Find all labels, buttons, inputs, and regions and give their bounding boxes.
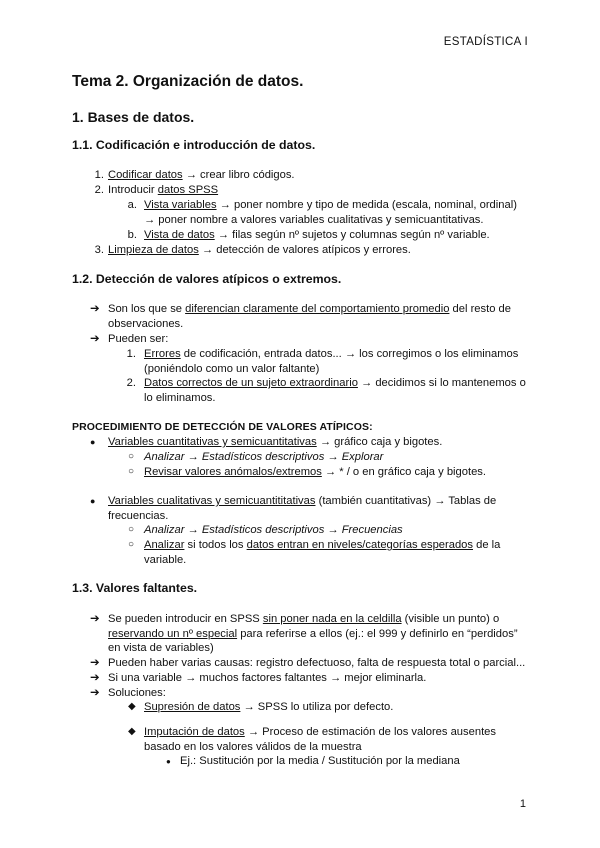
bullet-icon: ● — [90, 437, 96, 447]
list-item: Soluciones: — [108, 687, 166, 699]
list-item-continuation: frecuencias. — [108, 510, 169, 522]
bullet-icon: ● — [90, 496, 96, 506]
underlined-term: Variables cualitativas y semicuantititativas — [108, 495, 316, 507]
list-item-continuation: reservando un nº especial para referirse a ellos (ej.: el 999 y definirlo en “perdidos” — [108, 628, 518, 640]
list-item: Son los que se diferencian claramente del comportamiento promedio del resto de — [108, 303, 511, 315]
list-item-continuation: basado en los valores válidos de la muestra — [144, 741, 362, 753]
underlined-term: Vista de datos — [144, 229, 215, 241]
underlined-term: Variables cuantitativas y semicuantitativas — [108, 436, 317, 448]
list-item: Analizar si todos los datos entran en niveles/categorías esperados de la — [144, 539, 501, 551]
list-marker: 1. — [126, 348, 136, 360]
circle-bullet-icon: ○ — [128, 539, 135, 550]
arrow-bullet-icon: ➔ — [90, 687, 100, 699]
underlined-term: Vista variables — [144, 199, 217, 211]
underlined-term: Codificar datos — [108, 169, 183, 181]
circle-bullet-icon: ○ — [128, 524, 135, 535]
list-item-continuation: lo eliminamos. — [144, 392, 216, 404]
bullet-icon: ● — [166, 757, 171, 766]
list-item: Revisar valores anómalos/extremos → * / o en gráfico caja y bigotes. — [144, 466, 486, 478]
list-item: Introducir datos SPSS — [108, 184, 219, 196]
arrow-bullet-icon: ➔ — [90, 303, 100, 315]
document-title: Tema 2. Organización de datos. — [72, 73, 304, 90]
subsection-heading-1-2: 1.2. Detección de valores atípicos o extremos. — [72, 272, 342, 286]
circle-bullet-icon: ○ — [128, 466, 135, 477]
list-item-continuation: → poner nombre a valores variables cualitativas y semicuantitativas. — [144, 214, 484, 226]
arrow-bullet-icon: ➔ — [90, 333, 100, 345]
list-marker: 1. — [94, 169, 104, 181]
list-item-continuation: observaciones. — [108, 318, 184, 330]
list-item: Supresión de datos → SPSS lo utiliza por defecto. — [144, 701, 394, 713]
list-item: Ej.: Sustitución por la media / Sustitución por la mediana — [180, 755, 460, 767]
underlined-term: Revisar valores anómalos/extremos — [144, 466, 322, 478]
list-item-continuation: en vista de variables) — [108, 642, 214, 654]
list-item: Pueden haber varias causas: registro defectuoso, falta de respuesta total o parcial... — [108, 657, 526, 669]
subsection-heading-1-3: 1.3. Valores faltantes. — [72, 581, 198, 595]
list-item: Errores de codificación, entrada datos... → los corregimos o los eliminamos — [144, 348, 519, 360]
underlined-term: Imputación de datos — [144, 726, 245, 738]
list-item: Pueden ser: — [108, 333, 169, 345]
circle-bullet-icon: ○ — [128, 451, 135, 462]
procedure-heading: PROCEDIMIENTO DE DETECCIÓN DE VALORES ATÍPICOS: — [72, 421, 373, 433]
arrow-bullet-icon: ➔ — [90, 613, 100, 625]
list-item-continuation: (poniéndolo como un valor faltante) — [144, 363, 320, 375]
underlined-term: Analizar — [144, 539, 185, 551]
list-item: Analizar → Estadísticos descriptivos → Frecuencias — [144, 524, 403, 536]
list-marker: 2. — [126, 377, 136, 389]
list-marker: 2. — [94, 184, 104, 196]
underlined-term: Errores — [144, 348, 181, 360]
underlined-term: sin poner nada en la celdilla — [262, 613, 402, 625]
underlined-term: diferencian claramente del comportamiento promedio — [185, 303, 450, 315]
section-heading-1: 1. Bases de datos. — [72, 109, 195, 125]
list-item: Vista variables → poner nombre y tipo de medida (escala, nominal, ordinal) — [144, 199, 517, 211]
list-marker: 3. — [94, 244, 104, 256]
list-marker: a. — [127, 199, 137, 211]
list-item: Datos correctos de un sujeto extraordinario → decidimos si lo mantenemos o — [144, 377, 526, 389]
list-item: Codificar datos → crear libro códigos. — [108, 169, 295, 181]
list-item: Variables cuantitativas y semicuantitativas → gráfico caja y bigotes. — [108, 436, 443, 448]
diamond-bullet-icon: ◆ — [128, 701, 136, 712]
list-item: Si una variable → muchos factores faltantes → mejor eliminarla. — [108, 672, 427, 684]
list-item: Limpieza de datos → detección de valores atípicos y errores. — [108, 244, 411, 256]
list-item: Vista de datos → filas según nº sujetos y columnas según nº variable. — [144, 229, 490, 241]
underlined-term: Datos correctos de un sujeto extraordinario — [144, 377, 358, 389]
page-number: 1 — [519, 798, 526, 810]
underlined-term: reservando un nº especial — [108, 628, 238, 640]
list-marker: b. — [127, 229, 137, 241]
list-item: Se pueden introducir en SPSS sin poner nada en la celdilla (visible un punto) o — [108, 613, 500, 625]
underlined-term: datos entran en niveles/categorías esperados — [246, 539, 473, 551]
list-item: Analizar → Estadísticos descriptivos → Explorar — [144, 451, 384, 463]
arrow-bullet-icon: ➔ — [90, 672, 100, 684]
list-item: Variables cualitativas y semicuantititativas (también cuantitativas) → Tablas de — [108, 495, 497, 507]
arrow-bullet-icon: ➔ — [90, 657, 100, 669]
underlined-term: Supresión de datos — [144, 701, 241, 713]
underlined-term: Limpieza de datos — [108, 244, 199, 256]
subsection-heading-1-1: 1.1. Codificación e introducción de datos. — [72, 138, 316, 152]
page-header: ESTADÍSTICA I — [443, 36, 528, 48]
list-item: Imputación de datos → Proceso de estimación de los valores ausentes — [144, 726, 496, 738]
diamond-bullet-icon: ◆ — [128, 726, 136, 737]
list-item-continuation: variable. — [144, 554, 187, 566]
underlined-term: datos SPSS — [157, 184, 219, 196]
